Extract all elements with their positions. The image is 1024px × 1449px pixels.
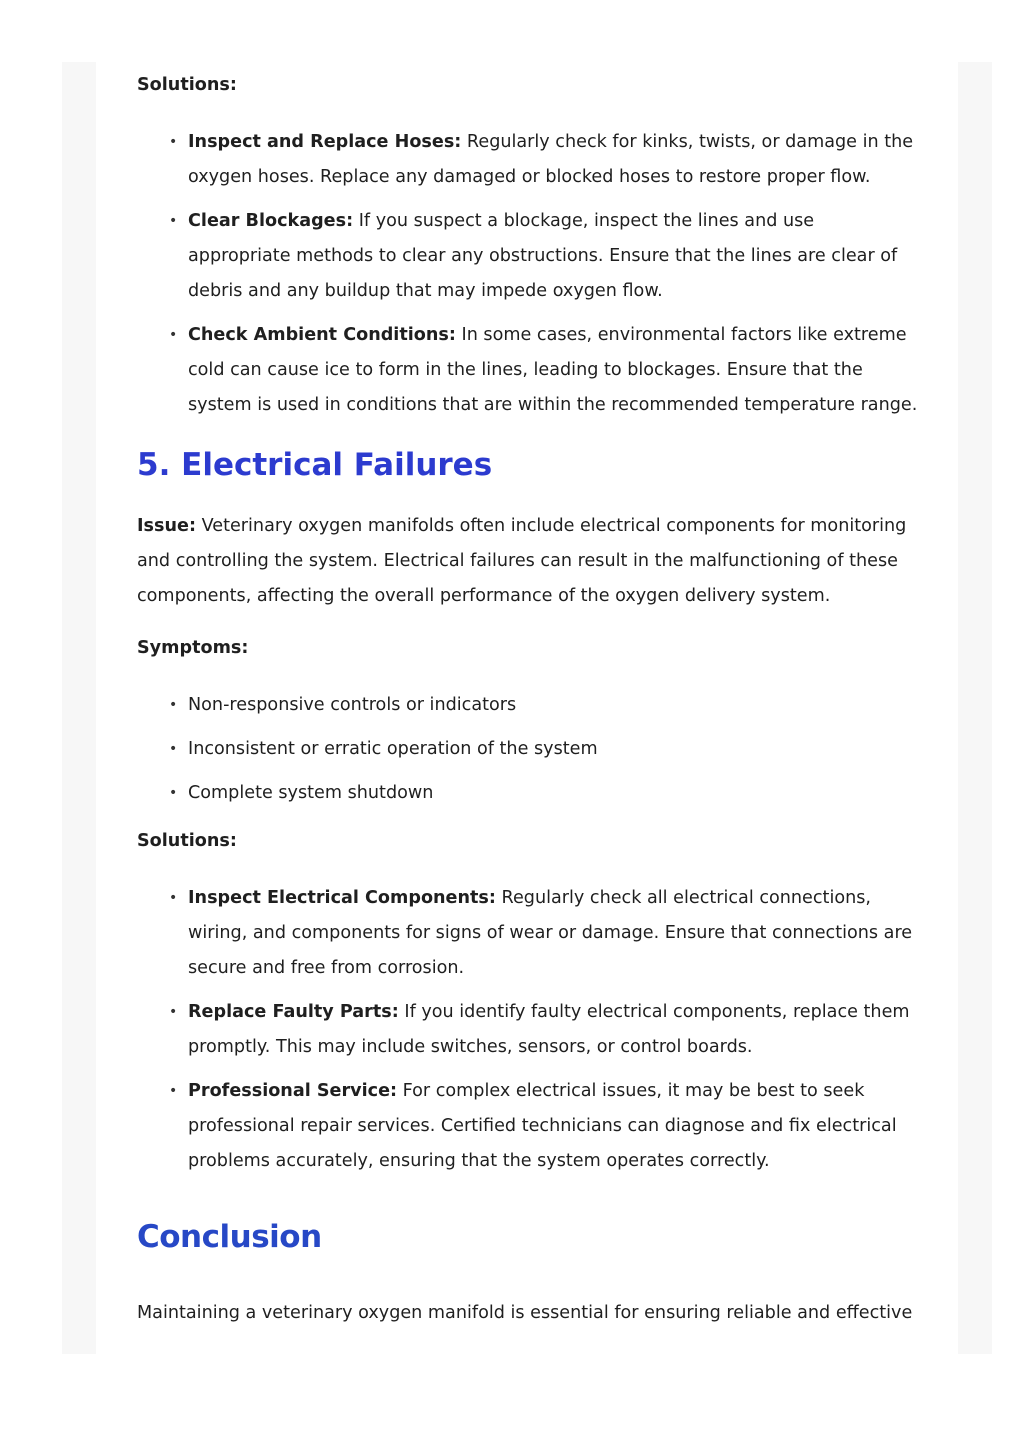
list-item: • Complete system shutdown xyxy=(188,776,922,811)
item-text: If you suspect a blockage, inspect the lines and use appropriate methods to clear any obstructions. Ensure that the lines are clear of debris and any buildup that may impede oxygen flow. xyxy=(188,211,898,301)
document-body xyxy=(137,68,922,1331)
issue-label: Issue: xyxy=(137,516,196,536)
list-item xyxy=(188,125,922,195)
conclusion-paragraph: Maintaining a veterinary oxygen manifold is essential for ensuring reliable and effective xyxy=(137,1303,913,1323)
solutions-list xyxy=(137,125,922,423)
page-gutter-right xyxy=(958,62,992,1354)
page-gutter-left xyxy=(62,62,96,1354)
item-title: Inspect Electrical Components: xyxy=(188,888,496,908)
conclusion-heading: Conclusion xyxy=(137,1219,322,1255)
item-title: Check Ambient Conditions: xyxy=(188,325,456,345)
list-item xyxy=(188,995,922,1065)
symptoms-list xyxy=(137,688,922,811)
item-text: For complex electrical issues, it may be best to seek professional repair services. Certified technicians can diagnose and fix electrical problems accurately, ensuring that the system operates correctly. xyxy=(188,1081,897,1171)
list-item xyxy=(188,1074,922,1179)
item-text: Regularly check for kinks, twists, or damage in the oxygen hoses. Replace any damaged or blocked hoses to restore proper flow. xyxy=(188,132,914,187)
solutions-label: Solutions: xyxy=(137,831,237,851)
section-heading: 5. Electrical Failures xyxy=(137,447,493,483)
item-text: In some cases, environmental factors like extreme cold can cause ice to form in the lines, leading to blockages. Ensure that the system is used in conditions that are within the recommended temperature range. xyxy=(188,325,918,415)
symptoms-label: Symptoms: xyxy=(137,638,249,658)
item-text: Regularly check all electrical connections, wiring, and components for signs of wear or damage. Ensure that connections are secure and free from corrosion. xyxy=(188,888,913,978)
item-title: Replace Faulty Parts: xyxy=(188,1002,399,1022)
list-item: • Non-responsive controls or indicators xyxy=(188,688,922,723)
list-item: • Inconsistent or erratic operation of the system xyxy=(188,732,922,767)
issue-text: Veterinary oxygen manifolds often include electrical components for monitoring and controlling the system. Electrical failures can result in the malfunctioning of these components, affecting the overall performance of the oxygen delivery system. xyxy=(137,516,907,606)
item-title: Professional Service: xyxy=(188,1081,398,1101)
list-item xyxy=(188,881,922,986)
solutions-label: Solutions: xyxy=(137,75,237,95)
item-text: If you identify faulty electrical components, replace them promptly. This may include switches, sensors, or control boards. xyxy=(188,1002,910,1057)
issue-paragraph xyxy=(137,509,922,614)
list-item xyxy=(188,318,922,423)
list-item xyxy=(188,204,922,309)
item-title: Clear Blockages: xyxy=(188,211,354,231)
solutions-list xyxy=(137,881,922,1179)
item-title: Inspect and Replace Hoses: xyxy=(188,132,462,152)
